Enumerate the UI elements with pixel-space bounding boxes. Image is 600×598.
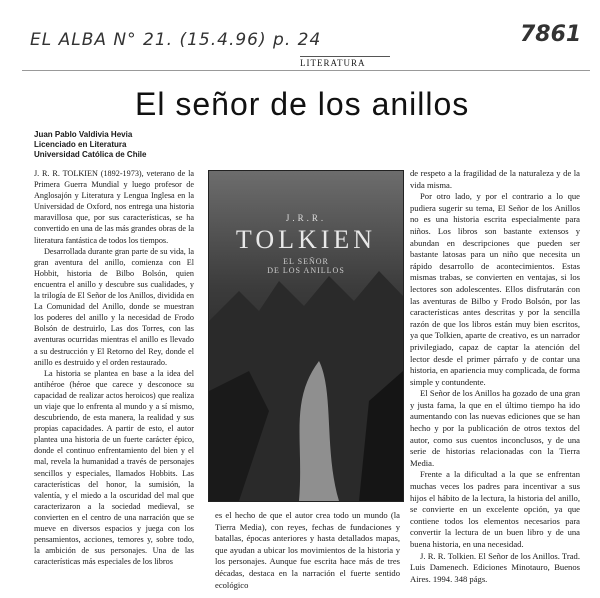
column-left	[34, 168, 194, 567]
handwritten-source-note: EL ALBA N° 21. (15.4.96) p. 24	[30, 30, 322, 50]
cover-author-name: TOLKIEN	[235, 225, 377, 254]
byline-degree: Licenciado en Literatura	[34, 140, 127, 149]
cover-author-initials: J.R.R.	[285, 213, 327, 223]
byline-author: Juan Pablo Valdivia Hevia	[34, 130, 133, 139]
paragraph: La historia se plantea en base a la idea del antihéroe (héroe que carece y desconoce su capacidad de realizar actos heroicos) que realiza un viaje que lo enfrenta al mundo y a sí mismo, descubriendo, de esta manera, la realidad y sus propias capacidades. A partir de esto, el autor plantea una historia de un fuerte carácter épico, donde el continuo enfrentamiento del bien y el mal, revela la humanidad a través de personajes sencillos y especiales, llamados Hobbits. Las características del honor, la sumisión, la valentía, y el miedo a la oscuridad del mal que caracterizaron a la sociedad medieval, se convierten en el centro de una narración que se mueve en diversos espacios y juega con los pensamientos, acciones, temores y, sobre todo, la ambición de sus personajes. Una de las características más especiales de los libros	[34, 368, 194, 567]
paragraph: Desarrollada durante gran parte de su vida, la gran aventura del anillo, comienza con El Hobbit, historia de Bilbo Bolsón, quien encuentra el anillo y descubre sus cualidades, y la trilogía de El Señor de los Anillos, dividida en La Comunidad del Anillo, donde se muestran los poderes del anillo y la necesidad de Frodo Bolsón de destruirlo, Las dos Torres, con las aventuras ocurridas mientras el anillo es llevado a su destrucción y El Retorno del Rey, donde el anillo es destruido y el orden restaurado.	[34, 246, 194, 367]
paragraph: es el hecho de que el autor crea todo un mundo (la Tierra Media), con reyes, fechas de fundaciones y batallas, épocas anteriores y hasta detallados mapas, que ayudan a ubicar los movimientos de la historia y los personajes. Aunque fue escrita hace más de tres décadas, destaca en la narración el fuerte sentido ecológico	[215, 510, 400, 590]
section-label: LITERATURA	[300, 56, 390, 68]
book-cover-image	[208, 170, 404, 502]
article-title: El señor de los anillos	[135, 86, 470, 122]
paragraph: Por otro lado, y por el contrario a lo que pudiera sugerir su tema, El Señor de los Anillos no es una historia escrita especialmente para niños. Los libros son bastante extensos y abundan en descripciones que pueden ser bastante latosas para un niño que necesita un rápido desarrollo de acontecimientos. Estas mismas trabas, se convierten en ventajas, si los lectores son adolescentes. Ellos disfrutarán con las aventuras de Bilbo y Frodo Bolsón, por las características antes descritas y por la sencilla razón de que los libros están muy bien escritos, ya que Tolkien, aparte de creativo, es un narrador privilegiado, capaz de captar la atención del lector desde el primer párrafo y de contar una historia, en apariencia muy complicada, de forma simple y contundente.	[410, 191, 580, 387]
paragraph: Frente a la dificultad a la que se enfrentan muchas veces los padres para incentivar a sus hijos el hábito de la lectura, la historia del anillo, se convierte en un excelente opción, ya que contiene todos los elementos necesarios para convertir la lectura de un buen libro y de una buena historia, en una necesidad.	[410, 469, 580, 549]
cover-title	[209, 257, 403, 275]
paragraph: de respeto a la fragilidad de la naturaleza y de la vida misma.	[410, 168, 580, 190]
cover-title-line: DE LOS ANILLOS	[267, 266, 345, 275]
paragraph: J. R. R. TOLKIEN (1892-1973), veterano de la Primera Guerra Mundial y luego profesor de Anglosajón y Literatura y Lengua Inglesa en la Universidad de Oxford, nos entrega una historia maravillosa que, por sus características, se ha convertido en una de las más grandes obras de la literatura fantástica de todos los tiempos.	[34, 169, 194, 245]
handwritten-number: 7861	[520, 22, 582, 47]
paragraph: J. R. R. Tolkien. El Señor de los Anillos. Trad. Luis Damenech. Ediciones Minotauro, Buenos Aires. 1994. 348 págs.	[410, 550, 580, 584]
paragraph: El Señor de los Anillos ha gozado de una gran y justa fama, la que en el último tiempo ha ido aumentando con las nuevas ediciones que se han hecho y por la publicación de otros textos del autor, como sus cuentos inconclusos, y de una serie de historias relacionadas con la Tierra Media.	[410, 388, 580, 468]
column-middle-bottom	[215, 510, 400, 591]
byline-institution: Universidad Católica de Chile	[34, 150, 147, 159]
byline	[34, 130, 146, 160]
column-right	[410, 168, 580, 585]
cover-title-line: EL SEÑOR	[283, 257, 329, 266]
